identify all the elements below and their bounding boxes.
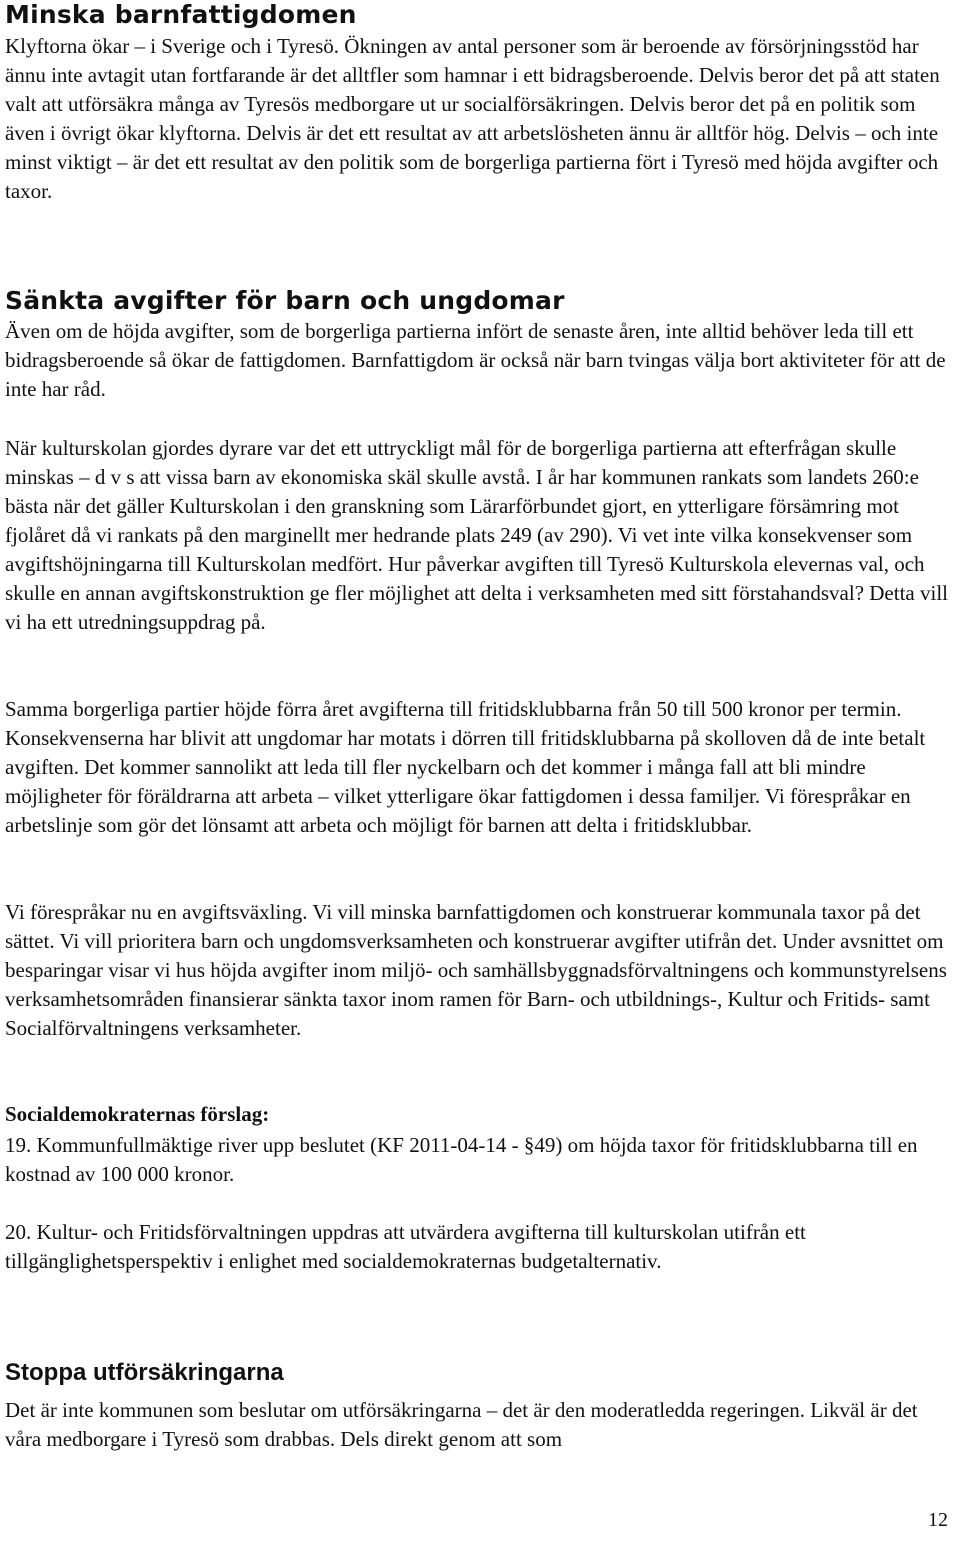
paragraph-klyftor: Klyftorna ökar – i Sverige och i Tyresö. Ökningen av antal personer som är beroende av försörjningsstöd har ännu inte avtagit utan fortfarande är det alltfler som hamnar i ett bidragsberoende. Delvis beror det på att staten valt att utförsäkra många av Tyresös medborgare ut ur socialförsäkringen. Delvis beror det på en politik som även i övrigt ökar klyftorna. Delvis är det ett resultat av att arbetslösheten ännu är alltför hög. Delvis – och inte minst viktigt – är det ett resultat av den politik som de borgerliga partierna fört i Tyresö med höjda avgifter och taxor. [5, 34, 940, 203]
proposal-20: 20. Kultur- och Fritidsförvaltningen uppdras att utvärdera avgifterna till kulturskolan utifrån ett tillgänglighetsperspektiv i enlighet med socialdemokraternas budgetalternativ. [5, 1220, 806, 1273]
section-heading-barnfattigdom: Minska barnfattigdomen [5, 0, 357, 29]
paragraph-utforsakringar: Det är inte kommunen som beslutar om utförsäkringarna – det är den moderatledda regeringen. Likväl är det våra medborgare i Tyresö som drabbas. Dels direkt genom att som [5, 1398, 918, 1451]
proposals-heading: Socialdemokraternas förslag: [5, 1102, 270, 1126]
paragraph-hojda-avgifter: Även om de höjda avgifter, som de borgerliga partierna infört de senaste åren, inte alltid behöver leda till ett bidragsberoende så ökar de fattigdomen. Barnfattigdom är också när barn tvingas välja bort aktiviteter för att de inte har råd. [5, 319, 946, 401]
section-heading-avgifter: Sänkta avgifter för barn och ungdomar [5, 286, 565, 315]
paragraph-fritidsklubbar: Samma borgerliga partier höjde förra året avgifterna till fritidsklubbarna från 50 till 500 kronor per termin. Konsekvenserna har blivit att ungdomar har motats i dörren till fritidsklubbarna på skolloven då de inte betalt avgiften. Det kommer sannolikt att leda till fler nyckelbarn och det kommer i många fall att bli mindre möjligheter för föräldrarna att arbeta – vilket ytterligare ökar fattigdomen i dessa familjer. Vi förespråkar en arbetslinje som gör det lönsamt att arbeta och möjligt för barnen att delta i fritidsklubbar. [5, 697, 926, 837]
proposal-19: 19. Kommunfullmäktige river upp beslutet (KF 2011-04-14 - §49) om höjda taxor för fritidsklubbarna till en kostnad av 100 000 kronor. [5, 1133, 918, 1186]
page-number: 12 [928, 1509, 948, 1531]
paragraph-kulturskolan: När kulturskolan gjordes dyrare var det ett uttryckligt mål för de borgerliga partierna att efterfrågan skulle minskas – d v s att vissa barn av ekonomiska skäl skulle avstå. I år har kommunen rankats som landets 260:e bästa när det gäller Kulturskolan i den granskning som Lärarförbundet gjort, en ytterligare försämring mot fjolåret då vi rankats på den marginellt mer hedrande plats 249 (av 290). Vi vet inte vilka konsekvenser som avgiftshöjningarna till Kulturskolan medfört. Hur påverkar avgiften till Tyresö Kulturskola elevernas val, och skulle en annan avgiftskonstruktion ge fler möjlighet att delta i verksamheten med sitt förstahandsval? Detta vill vi ha ett utredningsuppdrag på. [5, 436, 949, 634]
section-heading-utforsakringar: Stoppa utförsäkringarna [5, 1359, 284, 1386]
paragraph-avgiftsvaxling: Vi förespråkar nu en avgiftsväxling. Vi vill minska barnfattigdomen och konstruerar kommunala taxor på det sättet. Vi vill prioritera barn och ungdomsverksamheten och konstruerar avgifter utifrån det. Under avsnittet om besparingar visar vi hus höjda avgifter inom miljö- och samhällsbyggnadsförvaltningens och kommunstyrelsens verksamhetsområden finansierar sänkta taxor inom ramen för Barn- och utbildnings-, Kultur och Fritids- samt Socialförvaltningens verksamheter. [5, 900, 947, 1040]
